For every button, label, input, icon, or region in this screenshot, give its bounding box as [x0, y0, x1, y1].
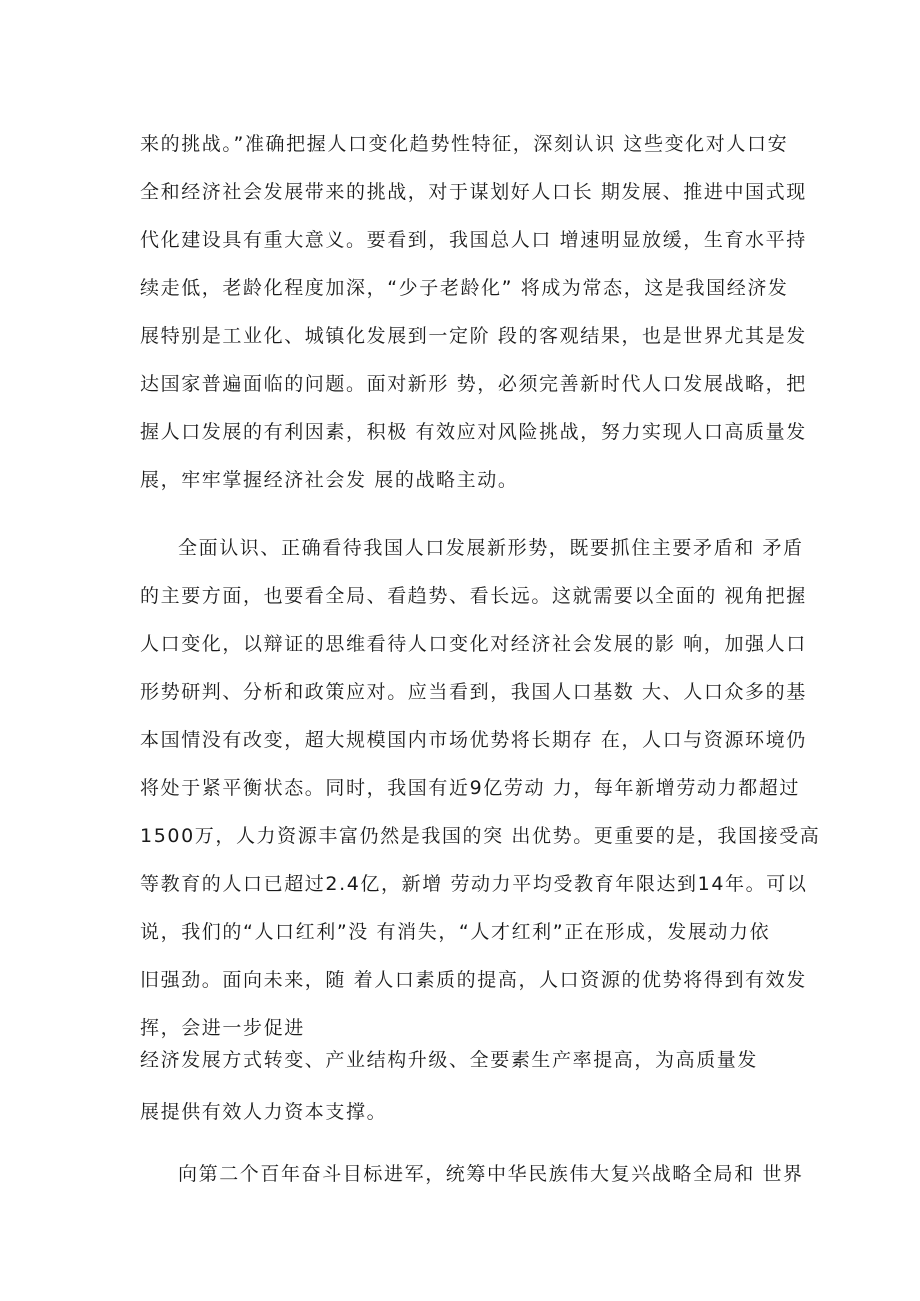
paragraph-2-line-5: 本国情没有改变，超大规模国内市场优势将长期存 在，人口与资源环境仍: [140, 729, 807, 751]
paragraph-1-line-8: 展，牢牢掌握经济社会发 展的战略主动。: [140, 469, 519, 491]
paragraph-1-line-2: 全和经济社会发展带来的挑战，对于谋划好人口长 期发展、推进中国式现: [140, 181, 807, 203]
paragraph-1-line-1: 来的挑战。”准确把握人口变化趋势性特征，深刻认识 这些变化对人口安: [140, 133, 789, 155]
paragraph-1-line-7: 握人口发展的有利因素，积极 有效应对风险挑战，努力实现人口高质量发: [140, 421, 807, 443]
paragraph-2-line-10: 旧强劲。面向未来，随 着人口素质的提高，人口资源的优势将得到有效发: [140, 969, 807, 991]
paragraph-2-line-8: 等教育的人口已超过2.4亿，新增 劳动力平均受教育年限达到14年。可以: [140, 873, 808, 895]
paragraph-1-line-5: 展特别是工业化、城镇化发展到一定阶 段的客观结果，也是世界尤其是发: [140, 325, 807, 347]
paragraph-1-line-3: 代化建设具有重大意义。要看到，我国总人口 增速明显放缓，生育水平持: [140, 229, 807, 251]
paragraph-1-line-4: 续走低，老龄化程度加深，“少子老龄化” 将成为常态，这是我国经济发: [140, 277, 789, 299]
paragraph-2-line-1: 全面认识、正确看待我国人口发展新形势，既要抓住主要矛盾和 矛盾: [178, 537, 804, 559]
paragraph-2-line-11: 挥，会进一步促进: [140, 1017, 305, 1039]
paragraph-2-line-6: 将处于紧平衡状态。同时，我国有近9亿劳动 力，每年新增劳动力都超过: [140, 777, 800, 799]
paragraph-2-line-13: 展提供有效人力资本支撑。: [140, 1101, 388, 1123]
paragraph-2-line-7: 1500万，人力资源丰富仍然是我国的突 出优势。更重要的是，我国接受高: [140, 825, 821, 847]
paragraph-2-line-9: 说，我们的“人口红利”没 有消失，“人才红利”正在形成，发展动力依: [140, 921, 771, 943]
paragraph-3-line-1: 向第二个百年奋斗目标进军，统筹中华民族伟大复兴战略全局和 世界: [178, 1163, 804, 1185]
paragraph-2-line-2: 的主要方面，也要看全局、看趋势、看长远。这就需要以全面的 视角把握: [140, 585, 807, 607]
paragraph-2-line-12: 经济发展方式转变、产业结构升级、全要素生产率提高，为高质量发: [140, 1049, 759, 1071]
paragraph-1-line-6: 达国家普遍面临的问题。面对新形 势，必须完善新时代人口发展战略，把: [140, 373, 807, 395]
paragraph-2-line-4: 形势研判、分析和政策应对。应当看到，我国人口基数 大、人口众多的基: [140, 681, 807, 703]
paragraph-2-line-3: 人口变化，以辩证的思维看待人口变化对经济社会发展的影 响，加强人口: [140, 633, 807, 655]
